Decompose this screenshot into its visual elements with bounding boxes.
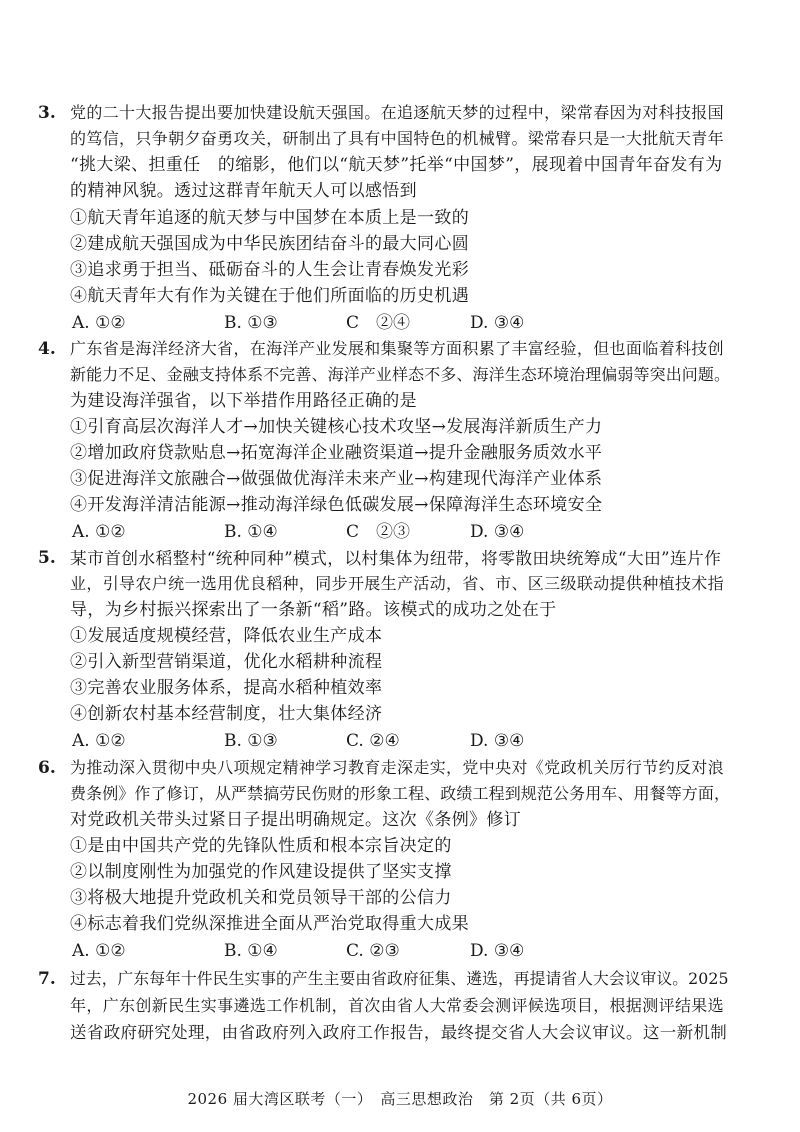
question-stem-line: 某市首创水稻整村“统种同种”模式，以村集体为纽带，将零散田块统筹成“大田”连片作	[70, 548, 722, 568]
statement-item: ①发展适度规模经营，降低农业生产成本	[70, 626, 383, 646]
statement-item: ④航天青年大有作为关键在于他们所面临的历史机遇	[70, 286, 470, 306]
statement-item: ②建成航天强国成为中华民族团结奋斗的最大同心圆	[70, 234, 470, 254]
statement-item: ②引入新型营销渠道，优化水稻耕种流程	[70, 652, 383, 672]
answer-option-d: D. ③④	[470, 313, 525, 333]
statement-item: ④开发海洋清洁能源→推动海洋绿色低碳发展→保障海洋生态环境安全	[70, 495, 603, 515]
answer-option-a: A. ①②	[72, 313, 126, 333]
answer-option-b: B. ①④	[224, 522, 278, 542]
question-stem-line: 导，为乡村振兴探索出了一条新“稻”路。该模式的成功之处在于	[70, 600, 557, 620]
answer-option-d: D. ③④	[470, 731, 525, 751]
question-stem-line: 过去，广东每年十件民生实事的产生主要由省政府征集、遴选，再提请省人大会议审议。2025	[70, 969, 729, 988]
answer-option-c: C. ②④	[346, 731, 400, 751]
answer-option-a: A. ①②	[72, 731, 126, 751]
question-stem-line: 党的二十大报告提出要加快建设航天强国。在追逐航天梦的过程中，梁常春因为对科技报国	[70, 103, 725, 122]
statement-item: ③将极大地提升党政机关和党员领导干部的公信力	[70, 888, 452, 908]
question-number: 4.	[38, 339, 56, 359]
statement-item: ④标志着我们党纵深推进全面从严治党取得重大成果	[70, 914, 470, 934]
question-stem-line: 年，广东创新民生实事遴选工作机制，首次由省人大常委会测评候选项目，根据测评结果选	[70, 996, 725, 1015]
answer-option-b: B. ①③	[224, 731, 278, 751]
question-stem-line: 的精神风貌。透过这群青年航天人可以感悟到	[70, 181, 417, 201]
page-footer: 2026 届大湾区联考（一） 高三思想政治 第 2页（共 6页）	[187, 1090, 613, 1108]
answer-option-a: A. ①②	[72, 522, 126, 542]
question-number: 3.	[38, 103, 56, 123]
answer-option-d: D. ③④	[470, 522, 525, 542]
question-number: 6.	[38, 758, 56, 778]
question-stem-line: 为建设海洋强省，以下举措作用路径正确的是	[70, 391, 417, 411]
question-number: 7.	[38, 969, 56, 989]
answer-option-c: C ②④	[346, 313, 411, 333]
question-stem-line: 业，引导农户统一选用优良稻种，同步开展生产活动，省、市、区三级联动提供种植技术指	[70, 574, 725, 593]
question-number: 5.	[38, 548, 56, 568]
statement-item: ①引育高层次海洋人才→加快关键核心技术攻坚→发展海洋新质生产力	[70, 417, 603, 437]
answer-option-a: A. ①②	[72, 941, 126, 961]
answer-option-b: B. ①③	[224, 313, 278, 333]
statement-item: ③促进海洋文旅融合→做强做优海洋未来产业→构建现代海洋产业体系	[70, 469, 603, 489]
question-stem-line: 广东省是海洋经济大省，在海洋产业发展和集聚等方面积累了丰富经验，但也面临着科技创	[70, 339, 725, 358]
answer-option-b: B. ①④	[224, 941, 278, 961]
statement-item: ③追求勇于担当、砥砺奋斗的人生会让青春焕发光彩	[70, 260, 470, 280]
statement-item: ③完善农业服务体系，提高水稻种植效率	[70, 678, 383, 698]
statement-item: ②以制度刚性为加强党的作风建设提供了坚实支撑	[70, 862, 452, 882]
answer-option-d: D. ③④	[470, 941, 525, 961]
answer-option-c: C ②③	[346, 522, 411, 542]
question-stem-line: “挑大梁、担重任 的缩影，他们以“航天梦”托举“中国梦”，展现着中国青年奋发有为	[70, 155, 723, 175]
question-stem-line: 费条例》作了修订，从严禁搞劳民伤财的形象工程、政绩工程到规范公务用车、用餐等方面，	[70, 784, 731, 803]
question-stem-line: 新能力不足、金融支持体系不完善、海洋产业样态不多、海洋生态环境治理偏弱等突出问题。	[70, 365, 731, 384]
answer-option-c: C. ②③	[346, 941, 400, 961]
statement-item: ④创新农村基本经营制度，壮大集体经济	[70, 704, 383, 724]
statement-item: ①航天青年追逐的航天梦与中国梦在本质上是一致的	[70, 208, 470, 228]
question-stem-line: 送省政府研究处理，由省政府列入政府工作报告，最终提交省人大会议审议。这一新机制	[70, 1023, 728, 1042]
question-stem-line: 对党政机关带头过紧日子提出明确规定。这次《条例》修订	[70, 810, 522, 830]
question-stem-line: 为推动深入贯彻中央八项规定精神学习教育走深走实，党中央对《党政机关厉行节约反对浪	[70, 758, 725, 777]
question-stem-line: 的笃信，只争朝夕奋勇攻关，研制出了具有中国特色的机械臂。梁常春只是一大批航天青年	[70, 129, 725, 148]
statement-item: ②增加政府贷款贴息→拓宽海洋企业融资渠道→提升金融服务质效水平	[70, 443, 603, 463]
statement-item: ①是由中国共产党的先锋队性质和根本宗旨决定的	[70, 836, 452, 856]
